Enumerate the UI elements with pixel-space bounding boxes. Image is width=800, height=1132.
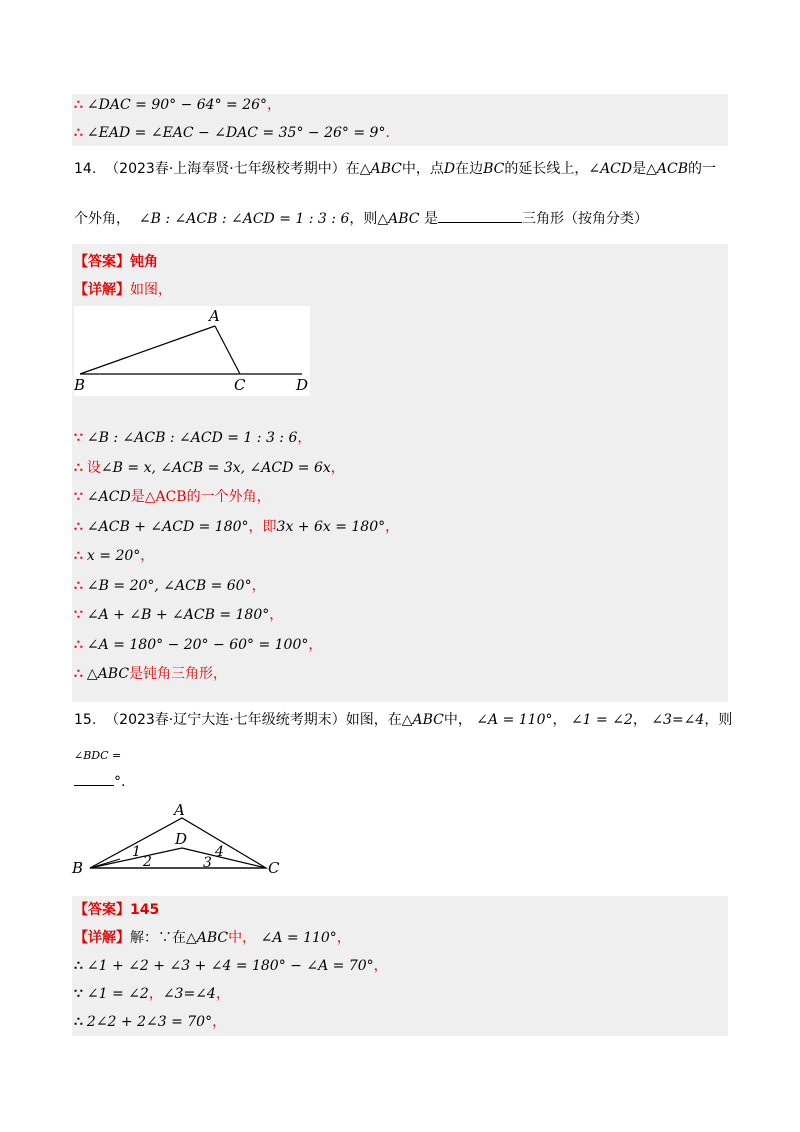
answer-value: 145 <box>130 902 160 918</box>
therefore-symbol: ∴ <box>74 636 83 653</box>
vertex-c-label: C <box>268 859 280 877</box>
solution-step <box>74 518 399 536</box>
vertex-b-label: B <box>74 376 86 394</box>
formula: ∠1 = ∠2 <box>86 986 149 1002</box>
angle-1-label: 1 <box>132 844 141 860</box>
formula: 2∠2 + 2∠3 = 70° <box>86 1014 213 1030</box>
angle-ratio: ∠B : ∠ACB : ∠ACD = 1 : 3 : 6 <box>138 211 350 227</box>
vertex-b-label: B <box>72 859 84 877</box>
formula: ∠1 + ∠2 + ∠3 + ∠4 = 180° − ∠A = 70° <box>86 958 374 974</box>
because-symbol: ∵ <box>74 986 83 1002</box>
formula: ∠B : ∠ACB : ∠ACD = 1 : 3 : 6 <box>86 430 298 446</box>
because-symbol: ∵ <box>74 430 83 446</box>
therefore-symbol: ∴ <box>74 125 83 141</box>
formula: △ABC <box>86 666 130 682</box>
solution-step <box>74 488 271 506</box>
formula: ∠A + ∠B + ∠ACB = 180° <box>86 607 270 623</box>
question-15-line1: 15. （2023春·辽宁大连·七年级统考期末）如图，在△ABC中， ∠A = 110°， ∠1 = ∠2， ∠3=∠4，则 <box>74 712 733 728</box>
formula: ∠ACD <box>86 489 131 505</box>
formula: ∠ACB + ∠ACD = 180° <box>86 518 249 535</box>
vertex-d-label: D <box>296 376 309 394</box>
step-punct: ， <box>297 430 312 446</box>
step-punct: ， <box>140 548 155 564</box>
step-punct: ， <box>251 577 266 594</box>
vertex-d-label: D <box>175 830 188 848</box>
step-text: ，即 <box>248 518 277 535</box>
detail-line: 【详解】解：∵在△ABC中， ∠A = 110°， <box>74 930 351 946</box>
step-punct: ， <box>330 459 345 476</box>
formula: ∠B = x, ∠ACB = 3x, ∠ACD = 6x <box>100 459 331 476</box>
therefore-symbol: ∴ <box>74 97 83 113</box>
step-text: ， <box>148 986 163 1002</box>
formula: 3x + 6x = 180° <box>276 518 386 535</box>
solution-step <box>74 577 266 595</box>
answer-value: 钝角 <box>130 254 158 270</box>
question-15-line3: °. <box>74 773 125 791</box>
formula: ∠A = 180° − 20° − 60° = 100° <box>86 636 309 653</box>
detail-label: 【详解】 <box>74 930 130 946</box>
answer-line <box>74 901 159 919</box>
formula: x = 20° <box>86 548 141 564</box>
solution-line: ∴ ∠DAC = 90° − 64° = 26°， <box>74 97 282 113</box>
vertex-a-label: A <box>209 307 220 325</box>
angle-3-label: 3 <box>203 855 212 871</box>
answer-line <box>74 253 158 271</box>
therefore-symbol: ∴ <box>74 577 83 594</box>
therefore-symbol: ∴ <box>74 666 83 682</box>
question-14-line1: 14. （2023春·上海奉贤·七年级校考期中）在△ABC中，点D在边BC的延长线上，∠ACD是△ACB的一 <box>74 161 717 177</box>
solution-step <box>74 957 388 975</box>
answer-blank <box>438 222 522 223</box>
step-punct: ， <box>212 1014 227 1030</box>
solution-step <box>74 459 345 477</box>
formula: ∠B = 20°, ∠ACB = 60° <box>86 577 252 594</box>
answer-label: 【答案】 <box>74 902 130 918</box>
answer-blank <box>74 785 114 786</box>
figure-triangle-abc-q14 <box>74 306 310 396</box>
solution-step <box>74 985 230 1003</box>
solution-step <box>74 636 322 654</box>
answer-label: 【答案】 <box>74 254 130 270</box>
solution-step <box>74 665 227 683</box>
therefore-symbol: ∴ <box>74 518 83 535</box>
therefore-symbol: ∴ <box>74 1014 83 1030</box>
triangle-label: △ABC <box>359 161 402 177</box>
angle-2-label: 2 <box>143 854 152 870</box>
question-14-line2: 个外角， ∠B : ∠ACB : ∠ACD = 1 : 3 : 6，则△ABC 是 三角形（按角分类） <box>74 211 648 227</box>
solution-step <box>74 547 154 565</box>
solution-step <box>74 1013 226 1031</box>
therefore-symbol: ∴ <box>74 548 83 564</box>
step-punct: ， <box>269 607 284 623</box>
question-source: （2023春·辽宁大连·七年级统考期末） <box>105 712 346 728</box>
because-symbol: ∵ <box>74 489 83 505</box>
vertex-a-label: A <box>174 801 185 819</box>
question-number: 15. <box>74 712 97 728</box>
step-text: 设 <box>86 459 101 476</box>
question-15-line2: ∠BDC = <box>74 749 122 762</box>
solution-step <box>74 606 283 624</box>
solution-line: ∴ ∠EAD = ∠EAC − ∠DAC = 35° − 26° = 9°． <box>74 125 400 141</box>
step-text: 是钝角三角形， <box>129 666 228 682</box>
question-source: （2023春·上海奉贤·七年级校考期中） <box>105 161 346 177</box>
step-punct: ， <box>385 518 400 535</box>
step-punct: ， <box>215 986 230 1002</box>
question-number: 14. <box>74 161 97 177</box>
formula: ∠DAC = 90° − 64° = 26° <box>86 97 268 113</box>
formula: ∠3=∠4 <box>162 986 216 1002</box>
step-text: 是△ACB的一个外角， <box>130 489 271 505</box>
angle-4-label: 4 <box>215 844 224 860</box>
solution-step <box>74 429 311 447</box>
formula: ∠EAD = ∠EAC − ∠DAC = 35° − 26° = 9° <box>86 125 386 141</box>
therefore-symbol: ∴ <box>74 459 83 476</box>
because-symbol: ∵ <box>74 607 83 623</box>
therefore-symbol: ∴ <box>74 958 83 974</box>
step-punct: ， <box>308 636 323 653</box>
step-punct: ， <box>373 958 388 974</box>
figure-triangle-abc-q15 <box>70 800 290 880</box>
vertex-c-label: C <box>234 376 246 394</box>
detail-line: 【详解】如图， <box>74 282 172 298</box>
detail-label: 【详解】 <box>74 282 130 298</box>
